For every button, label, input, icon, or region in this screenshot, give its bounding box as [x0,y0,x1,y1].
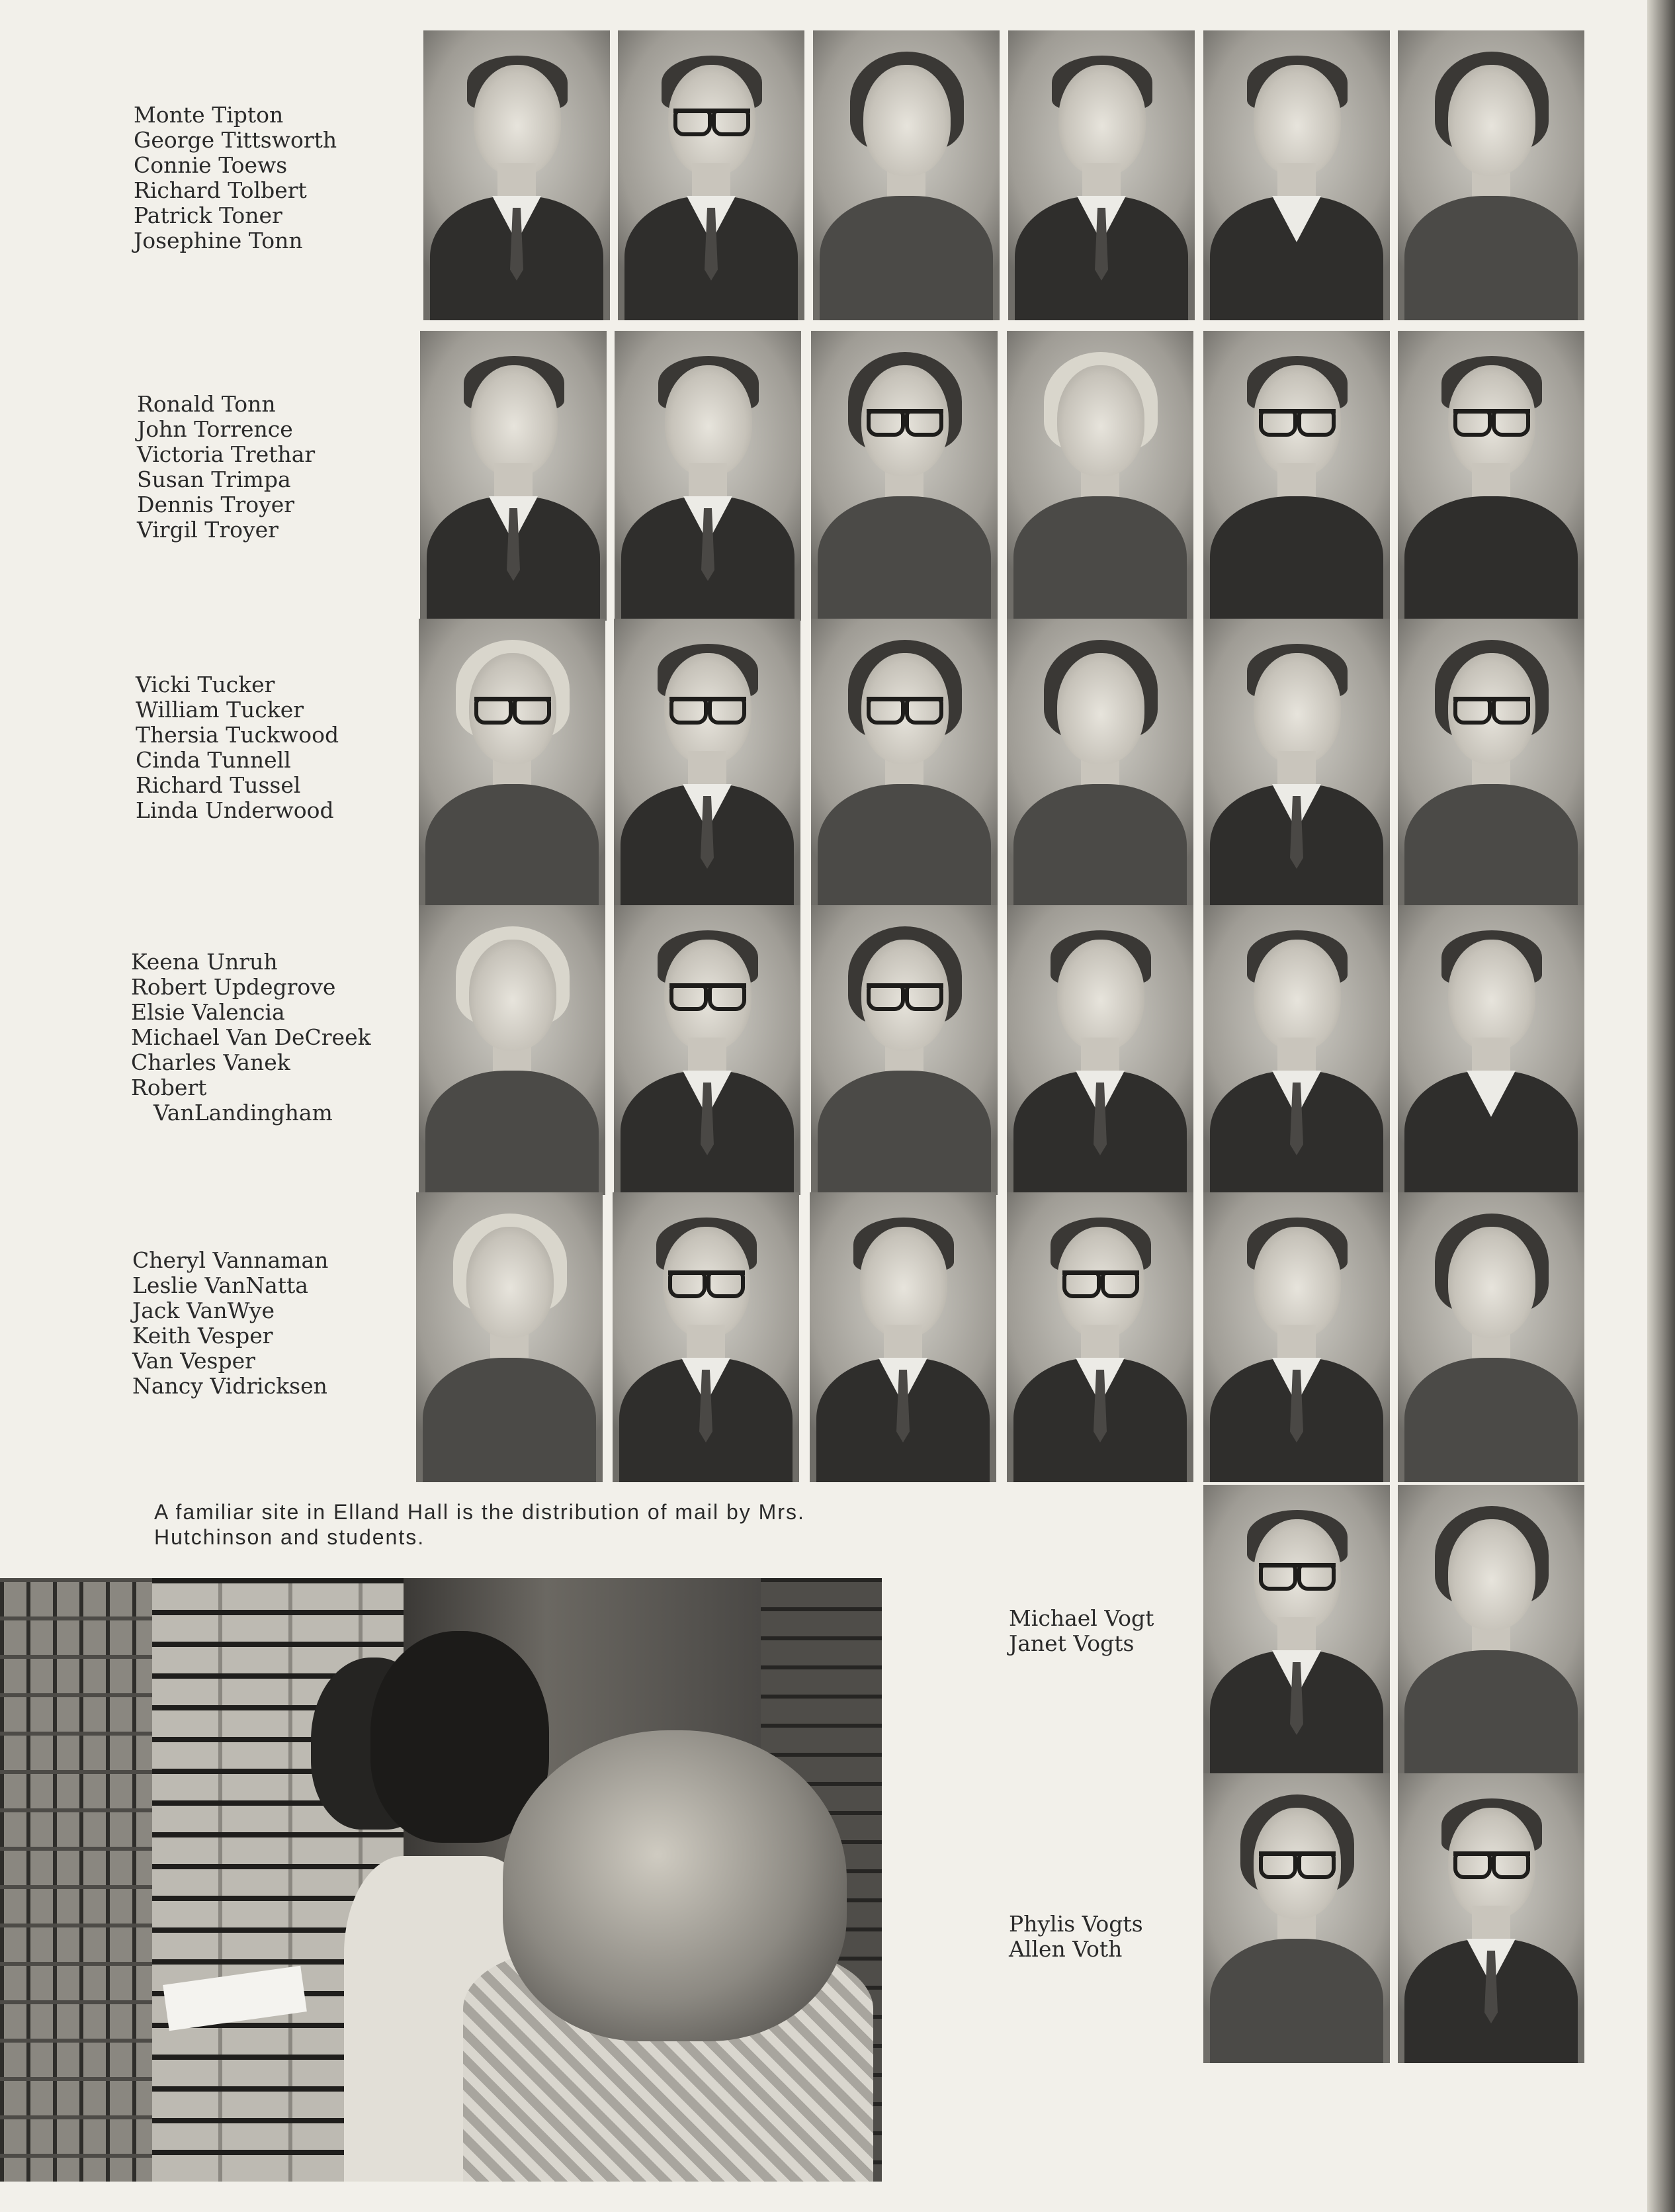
portrait [1203,331,1390,621]
name-entry: Richard Tussel [136,772,301,798]
name-list-row-3 [136,672,339,823]
name-entry: Charles Vanek [131,1049,290,1075]
portrait [1007,331,1193,621]
name-list-pair-2 [1009,1912,1143,1962]
name-entry: Phylis Vogts [1009,1911,1143,1937]
name-entry: Michael Van DeCreek [131,1024,371,1050]
portrait [1007,905,1193,1195]
name-list-row-4 [131,950,371,1126]
page-binding-edge [1647,0,1675,2212]
mailroom-photo [0,1578,882,2182]
name-list-row-1 [134,103,337,253]
name-entry: Robert Updegrove [131,974,336,1000]
name-list-row-2 [137,392,315,543]
name-entry: Monte Tipton [134,102,284,128]
portrait [1398,905,1584,1195]
portrait [1398,619,1584,908]
name-entry: Elsie Valencia [131,999,285,1025]
name-entry: George Tittsworth [134,127,337,153]
name-entry: Ronald Tonn [137,391,276,417]
name-entry: Jack VanWye [132,1298,275,1323]
name-entry: Linda Underwood [136,797,334,823]
portrait [811,619,998,908]
name-entry: Michael Vogt [1009,1605,1154,1631]
name-entry: Keena Unruh [131,949,278,975]
name-entry: Dennis Troyer [137,492,295,517]
name-entry: Leslie VanNatta [132,1272,308,1298]
portrait [420,331,607,621]
name-entry: Keith Vesper [132,1323,273,1349]
portrait [1203,1773,1390,2063]
portrait [423,30,610,320]
portrait [614,619,800,908]
portrait [1398,331,1584,621]
photo-caption: A familiar site in Elland Hall is the distribution of mail by Mrs. Hutchinson and students. [154,1500,805,1549]
portrait [1203,1485,1390,1775]
portrait [419,619,605,908]
portrait [811,905,998,1195]
name-entry: Cinda Tunnell [136,747,291,773]
name-entry: Nancy Vidricksen [132,1373,327,1399]
name-entry: Allen Voth [1009,1936,1123,1962]
name-entry: Vicki Tucker [136,672,275,697]
portrait [1398,1485,1584,1775]
name-entry: Robert [131,1075,207,1100]
portrait [1203,905,1390,1195]
portrait [1398,1773,1584,2063]
portrait [1007,1192,1193,1482]
name-entry: Thersia Tuckwood [136,722,339,748]
portrait [1398,30,1584,320]
portrait [618,30,804,320]
name-entry: Janet Vogts [1009,1630,1135,1656]
portrait [613,1192,799,1482]
name-entry: Susan Trimpa [137,466,291,492]
name-entry: Josephine Tonn [134,228,303,253]
name-entry: Cheryl Vannaman [132,1247,329,1273]
name-entry: John Torrence [137,416,293,442]
name-entry: Virgil Troyer [137,517,279,543]
name-entry: Patrick Toner [134,202,282,228]
portrait [416,1192,603,1482]
portrait [1203,619,1390,908]
name-list-row-5 [132,1248,328,1399]
portrait [1007,619,1193,908]
name-entry-continued: VanLandingham [153,1100,333,1126]
portrait [614,905,800,1195]
name-list-pair-1 [1009,1606,1154,1656]
portrait [1008,30,1195,320]
name-entry: Van Vesper [132,1348,255,1374]
name-entry: Victoria Trethar [137,441,316,467]
portrait [419,905,605,1195]
portrait [811,331,998,621]
portrait [615,331,801,621]
name-entry: Connie Toews [134,152,288,178]
portrait [1203,30,1390,320]
name-entry: Richard Tolbert [134,177,307,203]
portrait [1203,1192,1390,1482]
portrait [1398,1192,1584,1482]
portrait [813,30,1000,320]
name-entry: William Tucker [136,697,304,723]
portrait [810,1192,996,1482]
